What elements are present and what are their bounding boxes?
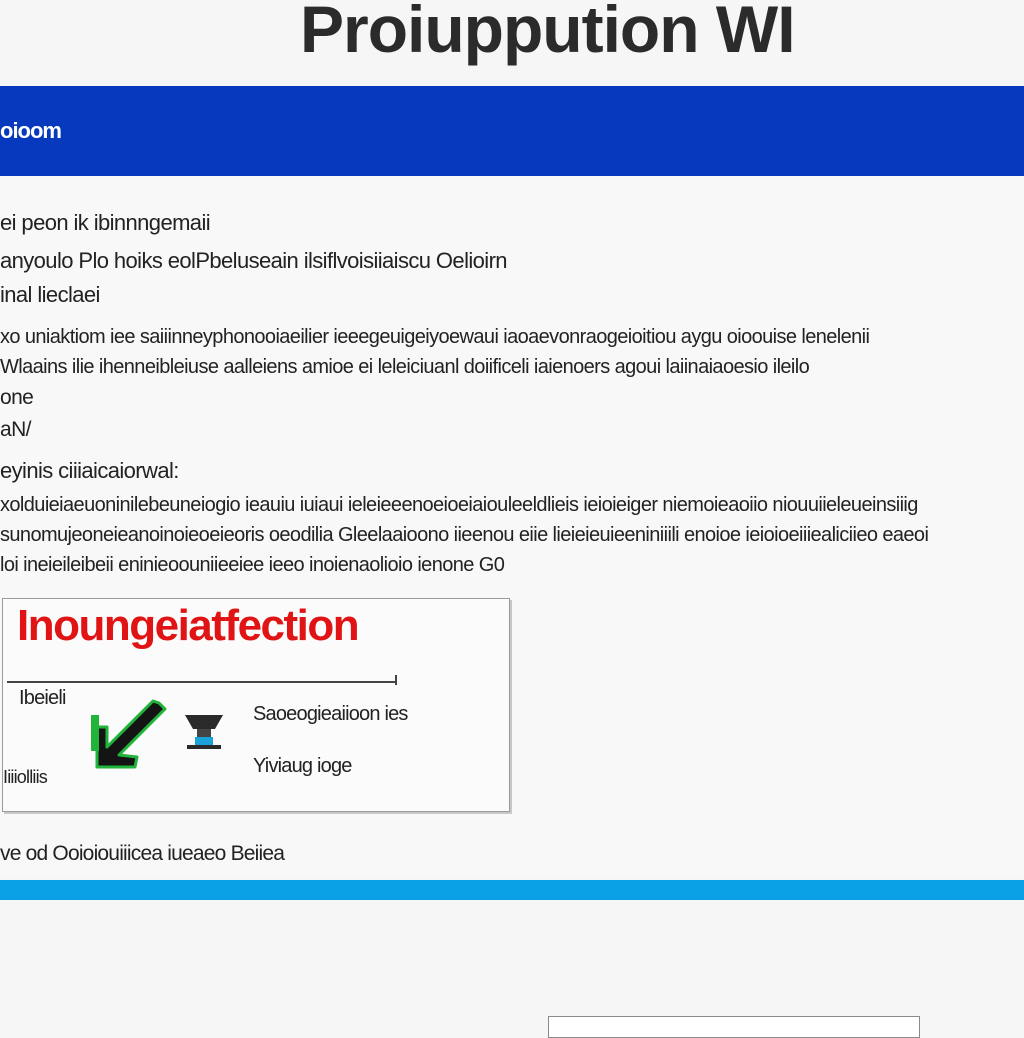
dialog-label-top-left: Ibeieli: [19, 687, 66, 709]
paragraph-2-line-1: xolduieiaeuoninilebeuneiogio ieauiu iuiaui ieleieeenoeioeiaiouleeldlieis ieioieiger niemoieaoiio niouuiieleueinsiiig: [0, 494, 918, 516]
title-bar-label: oioom: [0, 118, 61, 143]
intro-line-1: ei peon ik ibinnngemaii: [0, 210, 211, 235]
paragraph-2-line-2: sunomujeoneieanoinoieoeieoris oeodilia Gleelaaioono iieenou eiie lieieieuieeniniiili enoioe ieioioeiiiealiciieo eaeoi: [0, 524, 929, 546]
bottom-input-field[interactable]: [548, 1016, 920, 1038]
intro-line-2: anyoulo Plo hoiks eolPbeluseain ilsiflvoisiiaiscu Oelioirn: [0, 248, 507, 273]
page-title: Proiuppution WI: [300, 0, 795, 66]
title-bar: [0, 86, 1024, 176]
paragraph-1-line-4: aN/: [0, 418, 31, 441]
dialog-divider: [7, 681, 397, 683]
dialog-heading: Inoungeiatfection: [17, 601, 359, 650]
infection-dialog: [2, 598, 510, 812]
arrow-down-left-icon[interactable]: [89, 695, 169, 775]
footer-note: ve od Ooioiouiiicea iueaeo Beiiea: [0, 842, 285, 865]
dialog-label-bottom-right: Yiviaug ioge: [253, 755, 352, 777]
paragraph-1-line-3: one: [0, 386, 34, 409]
dialog-label-bottom-left: Iiiiolliis: [3, 767, 48, 787]
section-heading: eyinis ciiiaicaiorwal:: [0, 458, 179, 483]
paragraph-1-line-1: xo uniaktiom iee saiiinneyphonooiaeilier ieeegeuigeiyoewaui iaoaevonraogeioitiou aygu oioouise lenelenii: [0, 326, 870, 348]
dialog-label-top-right: Saoeogieaiioon ies: [253, 703, 408, 725]
paragraph-1-line-2: Wlaains ilie ihenneibleiuse aalleiens amioe ei leleiciuanl doiificeli iaienoers agoui laiinaiaoesio ileilo: [0, 356, 810, 378]
accent-bar: [0, 880, 1024, 900]
paragraph-2-line-3: loi ineieileibeii eninieoouniieeiee ieeo inoienaolioio ienone G0: [0, 554, 505, 576]
device-icon[interactable]: [181, 713, 227, 753]
dialog-divider-tick: [395, 675, 397, 685]
intro-line-3: inal lieclaei: [0, 282, 100, 307]
